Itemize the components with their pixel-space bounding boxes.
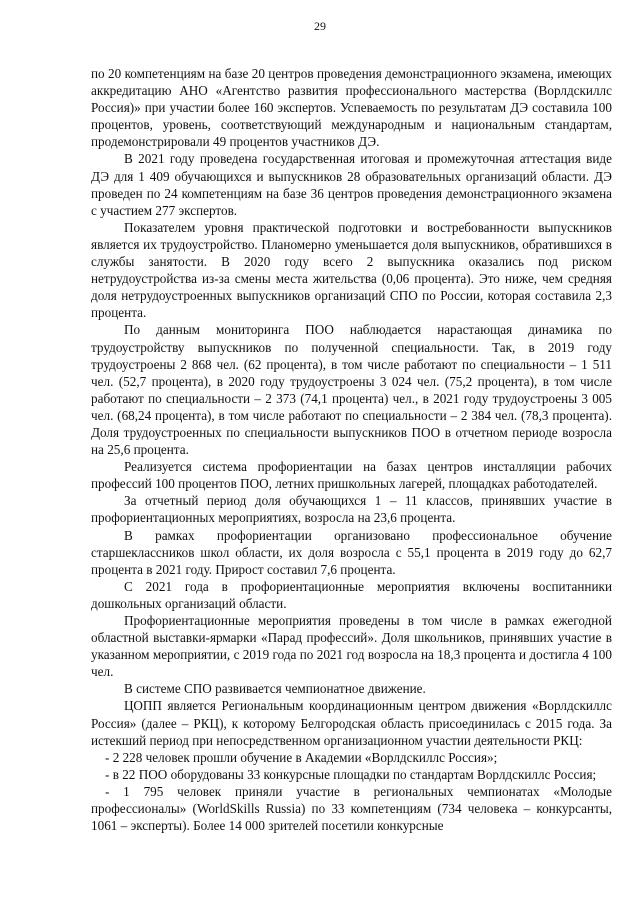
paragraph: За отчетный период доля обучающихся 1 – 11 классов, принявших участие в профориентационных мероприятиях, возросла на 23,6 процента. [91,493,612,526]
page-number: 29 [314,19,326,33]
list-item: - 2 228 человек прошли обучение в Академии «Ворлдскиллс Россия»; [105,749,498,765]
paragraph: по 20 компетенциям на базе 20 центров проведения демонстрационного экзамена, имеющих аккредитацию АНО «Агентство развития профессионального мастерства (Ворлдскиллс Россия)» при участии более 160 экспертов. Успеваемость по результатам ДЭ составила 100 процентов, уровень, соответствующий международным и национальным стандартам, продемонстрировали 49 процентов участников ДЭ. [91,66,612,150]
list-item: - 1 795 человек приняли участие в региональных чемпионатах «Молодые профессионалы» (WorldSkills Russia) по 33 компетенциям (734 человека – конкурсанты, 1061 – эксперты). Более 14 000 зрителей посетили конкурсные [91,783,612,834]
document-body [91,65,612,834]
paragraph: С 2021 года в профориентационные мероприятия включены воспитанники дошкольных организаций области. [91,578,612,611]
paragraph: Реализуется система профориентации на базах центров инсталляции рабочих профессий 100 процентов ПОО, летних пришкольных лагерей, площадках работодателей. [91,459,612,492]
paragraph: Профориентационные мероприятия проведены в том числе в рамках ежегодной областной выставки-ярмарки «Парад профессий». Доля школьников, принявших участие в указанном мероприятии, с 2019 года по 2021 год возросла на 18,3 процента и достигла 4 100 чел. [91,613,612,680]
paragraph: В системе СПО развивается чемпионатное движение. [124,681,426,697]
paragraph: Показателем уровня практической подготовки и востребованности выпускников является их трудоустройство. Планомерно уменьшается доля выпускников, обратившихся в службы занятости. В 2020 году всего 2 выпускника оказались под риском нетрудоустройства из-за смены места жительства (0,06 процента). Это ниже, чем средняя доля нетрудоустроенных выпускников организаций СПО по России, которая составила 2,3 процента. [91,219,612,321]
paragraph: По данным мониторинга ПОО наблюдается нарастающая динамика по трудоустройству выпускников по полученной специальности. Так, в 2019 году трудоустроены 2 868 чел. (62 процента), в том числе работают по специальности – 1 511 чел. (52,7 процента), в 2020 году трудоустроены 3 024 чел. (75,2 процента), в том числе работают по специальности – 2 373 (74,1 процента) чел., в 2021 году трудоустроены 3 005 чел. (68,24 процента), в том числе работают по специальности – 2 384 чел. (78,3 процента). Доля трудоустроенных по специальности выпускников ПОО в отчетном периоде возросла на 25,6 процента. [91,322,612,458]
list-item: - в 22 ПОО оборудованы 33 конкурсные площадки по стандартам Ворлдскиллс Россия; [105,766,597,782]
paragraph: В рамках профориентации организовано профессиональное обучение старшеклассников школ области, их доля возросла с 55,1 процента в 2019 году до 62,7 процента в 2021 году. Прирост составил 7,6 процента. [91,527,612,577]
paragraph: В 2021 году проведена государственная итоговая и промежуточная аттестация виде ДЭ для 1 409 обучающихся и выпускников 28 образовательных организаций области. ДЭ проведен по 24 компетенциям на базе 36 центров проведения демонстрационного экзамена с участием 277 экспертов. [91,151,612,218]
paragraph: ЦОПП является Региональным координационным центром движения «Ворлдскиллс Россия» (далее – РКЦ), к которому Белгородская область присоединилась с 2015 года. За истекший период при непосредственном организационном участии деятельности РКЦ: [91,698,612,748]
